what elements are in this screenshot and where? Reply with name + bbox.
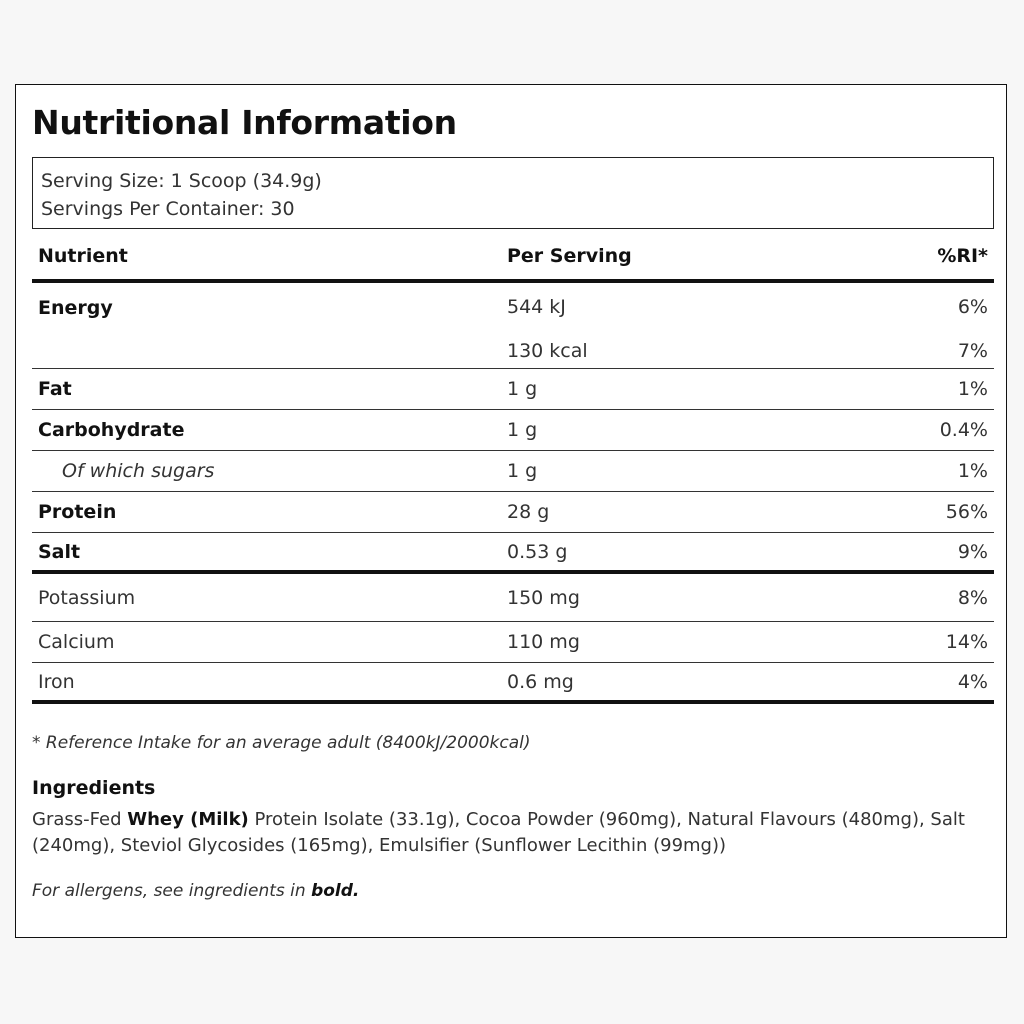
serving-size: Serving Size: 1 Scoop (34.9g) bbox=[41, 170, 322, 192]
nutrition-panel bbox=[15, 84, 1007, 938]
ingredients-rest: Protein Isolate (33.1g), Cocoa Powder (960mg), Natural Flavours (480mg), Salt (240mg), Steviol Glycosides (165mg), Emulsifier (Sunflower Lecithin (99mg)) bbox=[32, 809, 965, 856]
table-row bbox=[32, 451, 994, 492]
mineral-amount: 0.6 mg bbox=[507, 670, 574, 693]
energy-kj-ri: 6% bbox=[957, 296, 988, 318]
serving-info-box bbox=[32, 157, 994, 229]
table-row bbox=[32, 663, 994, 704]
nutrient-name: Fat bbox=[38, 378, 72, 400]
nutrient-ri: 0.4% bbox=[939, 419, 988, 441]
mineral-amount: 150 mg bbox=[507, 586, 580, 609]
table-row bbox=[32, 533, 994, 574]
table-header-row bbox=[32, 233, 994, 283]
nutrient-ri: 1% bbox=[957, 460, 988, 482]
allergen-highlight: Whey (Milk) bbox=[127, 809, 249, 830]
nutrient-amount: 28 g bbox=[507, 501, 550, 523]
nutrient-ri: 56% bbox=[945, 501, 988, 523]
mineral-ri: 4% bbox=[957, 670, 988, 693]
mineral-name: Calcium bbox=[38, 631, 115, 653]
mineral-ri: 8% bbox=[957, 586, 988, 609]
nutrient-amount: 1 g bbox=[507, 419, 538, 441]
servings-per-container: Servings Per Container: 30 bbox=[41, 198, 295, 220]
table-row-energy bbox=[32, 283, 994, 369]
header-per-serving: Per Serving bbox=[507, 245, 632, 267]
table-row bbox=[32, 574, 994, 622]
nutrient-name: Carbohydrate bbox=[38, 419, 185, 441]
nutrient-ri: 1% bbox=[957, 378, 988, 400]
nutrient-name: Of which sugars bbox=[62, 460, 215, 482]
nutrient-amount: 1 g bbox=[507, 460, 538, 482]
allergen-note-bold: bold. bbox=[311, 881, 360, 901]
mineral-name: Potassium bbox=[38, 586, 136, 609]
table-row bbox=[32, 492, 994, 533]
nutrient-amount: 0.53 g bbox=[507, 540, 568, 563]
nutrient-name: Salt bbox=[38, 540, 81, 563]
table-row bbox=[32, 622, 994, 663]
energy-kcal: 130 kcal bbox=[507, 340, 588, 362]
header-ri: %RI* bbox=[937, 245, 988, 267]
allergen-note bbox=[32, 881, 359, 901]
ingredients-list bbox=[32, 807, 987, 859]
page-title: Nutritional Information bbox=[32, 103, 457, 142]
energy-amounts bbox=[507, 283, 588, 371]
nutrition-table bbox=[32, 233, 994, 704]
nutrient-ri: 9% bbox=[957, 540, 988, 563]
nutrient-name: Protein bbox=[38, 501, 117, 523]
table-row bbox=[32, 369, 994, 410]
mineral-name: Iron bbox=[38, 670, 75, 693]
energy-ri bbox=[958, 283, 988, 371]
header-nutrient: Nutrient bbox=[38, 245, 128, 267]
nutrient-amount: 1 g bbox=[507, 378, 538, 400]
reference-intake-footnote: * Reference Intake for an average adult (8400kJ/2000kcal) bbox=[32, 733, 531, 753]
ingredients-title: Ingredients bbox=[32, 777, 156, 799]
nutrient-name: Energy bbox=[38, 297, 113, 319]
table-row bbox=[32, 410, 994, 451]
energy-kcal-ri: 7% bbox=[957, 340, 988, 362]
mineral-amount: 110 mg bbox=[507, 631, 580, 653]
allergen-note-text: For allergens, see ingredients in bbox=[32, 881, 312, 901]
ingredients-prefix: Grass-Fed bbox=[32, 809, 128, 830]
energy-kj: 544 kJ bbox=[507, 296, 566, 318]
mineral-ri: 14% bbox=[945, 631, 988, 653]
